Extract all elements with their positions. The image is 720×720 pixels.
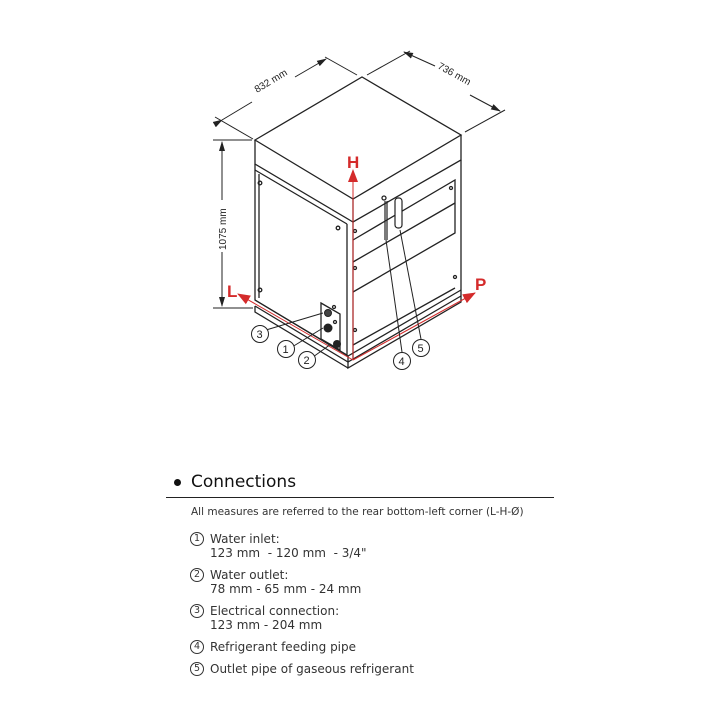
item-value: 123 mm - 204 mm xyxy=(210,618,323,632)
connection-item-gas-outlet xyxy=(190,662,556,676)
connections-heading xyxy=(166,470,556,494)
axis-label-l: L xyxy=(227,282,238,301)
connections-title: Connections xyxy=(191,472,297,492)
heading-divider xyxy=(166,497,554,498)
reference-note: All measures are referred to the rear bottom-left corner (L-H-Ø) xyxy=(191,506,524,518)
item-label: Water inlet: xyxy=(210,532,280,546)
callout-3: 3 xyxy=(256,329,263,341)
bullet-icon xyxy=(174,479,181,486)
connections-list xyxy=(190,532,556,676)
circled-number-5-icon: 5 xyxy=(190,662,204,676)
item-value: 78 mm - 65 mm - 24 mm xyxy=(210,582,362,596)
callout-leaders xyxy=(266,230,421,357)
connection-item-electrical xyxy=(190,604,556,632)
axis-label-p: P xyxy=(475,275,487,294)
item-value: 123 mm - 120 mm - 3/4" xyxy=(210,546,367,560)
item-label: Water outlet: xyxy=(210,568,289,582)
width-dimension: 832 mm xyxy=(252,67,290,96)
connections-section xyxy=(166,470,556,684)
connection-item-water-outlet xyxy=(190,568,556,596)
callout-2: 2 xyxy=(303,355,310,367)
item-label: Refrigerant feeding pipe xyxy=(210,640,357,654)
depth-dimension: 736 mm xyxy=(435,61,473,89)
circled-number-3-icon: 3 xyxy=(190,604,204,618)
height-dimension: 1075 mm xyxy=(218,208,229,250)
refrigerant-pipes xyxy=(385,198,402,240)
connection-item-refrigerant-feed xyxy=(190,640,556,654)
item-label: Electrical connection: xyxy=(210,604,340,618)
callout-1: 1 xyxy=(282,344,289,356)
item-label: Outlet pipe of gaseous refrigerant xyxy=(210,662,414,676)
callout-5: 5 xyxy=(417,343,424,355)
connection-item-water-inlet xyxy=(190,532,556,560)
circled-number-1-icon: 1 xyxy=(190,532,204,546)
circled-number-2-icon: 2 xyxy=(190,568,204,582)
callout-4: 4 xyxy=(398,356,405,368)
axis-label-h: H xyxy=(347,153,360,172)
circled-number-4-icon: 4 xyxy=(190,640,204,654)
